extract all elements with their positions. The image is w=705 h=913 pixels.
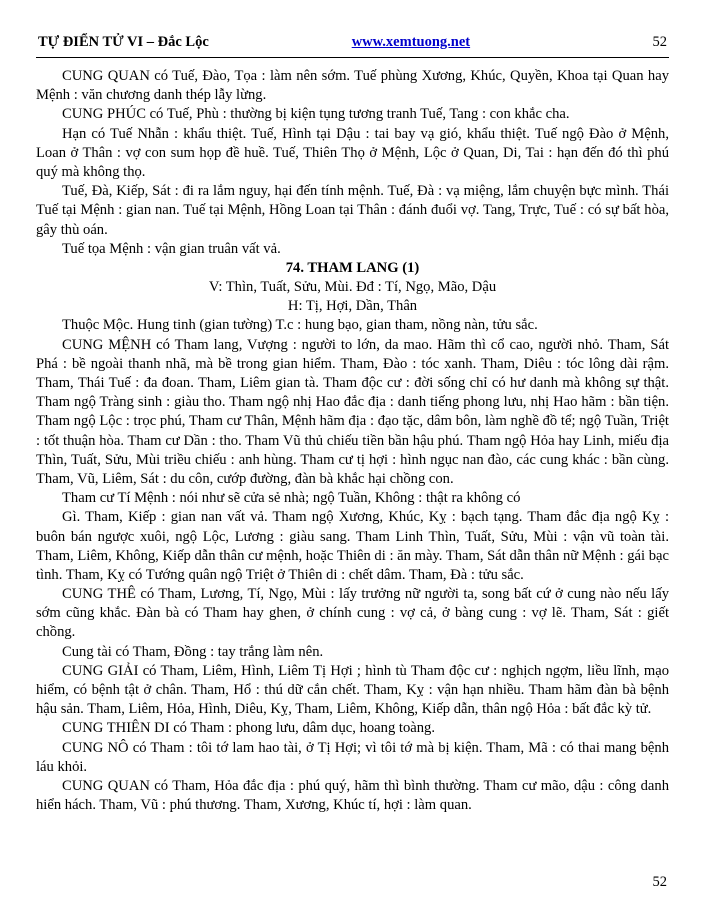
paragraph: CUNG MỆNH có Tham lang, Vượng : người to lớn, da mao. Hãm thì cổ cao, người nhỏ. Tham, Sát Phá : bề ngoài thanh nhã, mà bề trong gian hiểm. Tham, Đào : tóc xanh. Tham, Diêu : tóc lông dài rậm. Tham, Thái Tuế : đa đoan. Tham, Liêm gian tà. Tham độc cư : đời sống chỉ có hư danh mà không sự thật. Tham ngộ Tràng sinh : giàu tho. Tham ngộ nhị Hao đắc địa : danh tiếng phong lưu, nhị Hao hãm : bần tiện. Tham ngộ Lộc : trọc phú, Tham cư Thân, Mệnh hãm địa : đạo tặc, dâm bôn, làm nghề đồ tể; ngộ Tuần, Triệt : tốt thuận hòa. Tham cư Dần : tho. Tham Vũ thủ chiếu tiền bần hậu phú. Tham ngộ Hỏa hay Linh, miếu địa Thìn, Tuất, Sửu, Mùi triều chiếu : anh hùng. Tham cư tị hợi : hình ngục nan đào, các cung khác : bần cùng. Tham, Vũ, Liêm, Sát : du côn, cướp đường, đàn bà khắc hại chồng con. [36,336,669,487]
paragraph: CUNG PHÚC có Tuế, Phù : thường bị kiện tụng tương tranh Tuế, Tang : con khắc cha. [62,106,570,123]
paragraph: Thuộc Mộc. Hung tinh (gian tường) T.c : hung bạo, gian tham, nồng nàn, tửu sắc. [62,317,538,334]
footer-page-number: 52 [652,874,667,890]
paragraph: Tham cư Tí Mệnh : nói như sẽ cửa sẻ nhà; ngộ Tuần, Không : thật ra không có [62,490,521,507]
section-subline-2: H: Tị, Hợi, Dần, Thân [287,298,418,315]
paragraph: CUNG NÔ có Tham : tôi tớ lam hao tài, ở Tị Hợi; vì tôi tớ mà bị kiện. Tham, Mã : có thai mang bệnh láu khỏi. [36,739,669,775]
paragraph: CUNG QUAN có Tuế, Đào, Tọa : làm nên sớm. Tuế phùng Xương, Khúc, Quyền, Khoa tại Quan hay Mệnh : văn chương danh thép lẫy lừng. [36,68,669,104]
section-title: 74. THAM LANG (1) [285,259,420,276]
paragraph: Tuế tọa Mệnh : vận gian truân vất vả. [62,240,281,257]
page-header [36,34,669,51]
paragraph: CUNG THÊ có Tham, Lương, Tí, Ngọ, Mùi : lấy trưởng nữ người ta, song bất cứ ở cung nào nếu lấy sớm cũng khắc. Đàn bà có Tham hay ghen, ở chính cung : vợ cả, ở bàng cung : vợ lẽ. Tham, Sát : giết chồng. [36,586,669,641]
paragraph: Cung tài có Tham, Đồng : tay trắng làm nên. [62,643,324,660]
paragraph: CUNG THIÊN DI có Tham : phong lưu, dâm dục, hoang toàng. [62,720,435,737]
document-body [36,67,669,815]
paragraph: Hạn có Tuế Nhẫn : khẩu thiệt. Tuế, Hình tại Dậu : tai bay vạ gió, khẩu thiệt. Tuế ngộ Đào ở Mệnh, Loan ở Thân : vợ con sum họp đề huề. Tuế, Thiên Thọ ở Mệnh, Lộc ở Quan, Di, Tai : hạn đến đó thì phú quý mà không thọ. [36,125,669,180]
paragraph: CUNG QUAN có Tham, Hỏa đắc địa : phú quý, hãm thì bình thường. Tham cư mão, dậu : công danh hiển hách. Tham, Vũ : phú thương. Tham, Xương, Khúc tí, hợi : làm quan. [36,777,669,814]
paragraph: Tuế, Đà, Kiếp, Sát : đi ra lắm nguy, hại đến tính mệnh. Tuế, Đà : vạ miệng, lắm chuyện bực mình. Thái Tuế tại Mệnh : gian nan. Tuế tại Mệnh, Hồng Loan tại Thân : đánh đuổi vợ. Tang, Trực, Tuế : có sự bất hòa, gây thù oán. [36,183,669,238]
section-subline-1: V: Thìn, Tuất, Sửu, Mùi. Đđ : Tí, Ngọ, Mão, Dậu [208,279,497,296]
header-divider [36,57,669,58]
header-title: TỰ ĐIỂN TỬ VI – Đắc Lộc [38,34,209,50]
header-page-number: 52 [652,34,667,50]
paragraph: Gì. Tham, Kiếp : gian nan vất vả. Tham ngộ Xương, Khúc, Kỵ : bạch tạng. Tham đắc địa ngộ Kỵ : buôn bán ngược xuôi, ngộ Lộc, Lương : giàu sang. Tham Linh Thìn, Tuất, Sửu, Mùi : vận vũ toàn tài. Tham, Liêm, Không, Kiếp dẫn thân cư mệnh, hoặc Thiên di : ăn mày. Tham, Sát dẫn thân nữ Mệnh : gái bạc tình. Tham, Kỵ có Tướng quân ngộ Triệt ở Thiên di : chết dâm. Tham, Đà : tửu sắc. [36,509,669,583]
paragraph: CUNG GIẢI có Tham, Liêm, Hình, Liêm Tị Hợi ; hình tù Tham độc cư : nghịch ngợm, liều lĩnh, mạo hiểm, có bệnh tật ở chân. Tham, Hổ : thú dữ cắn chết. Tham, Kỵ : vận hạn nhiều. Tham hãm đàn bà bệnh hậu sản. Tham, Liêm, Hỏa, Hình, Diêu, Kỵ, Tham, Liêm, Không, Kiếp dẫn, thân ngộ Hỏa : bất đắc kỳ tử. [36,662,669,718]
header-website-link[interactable]: www.xemtuong.net [351,34,471,50]
